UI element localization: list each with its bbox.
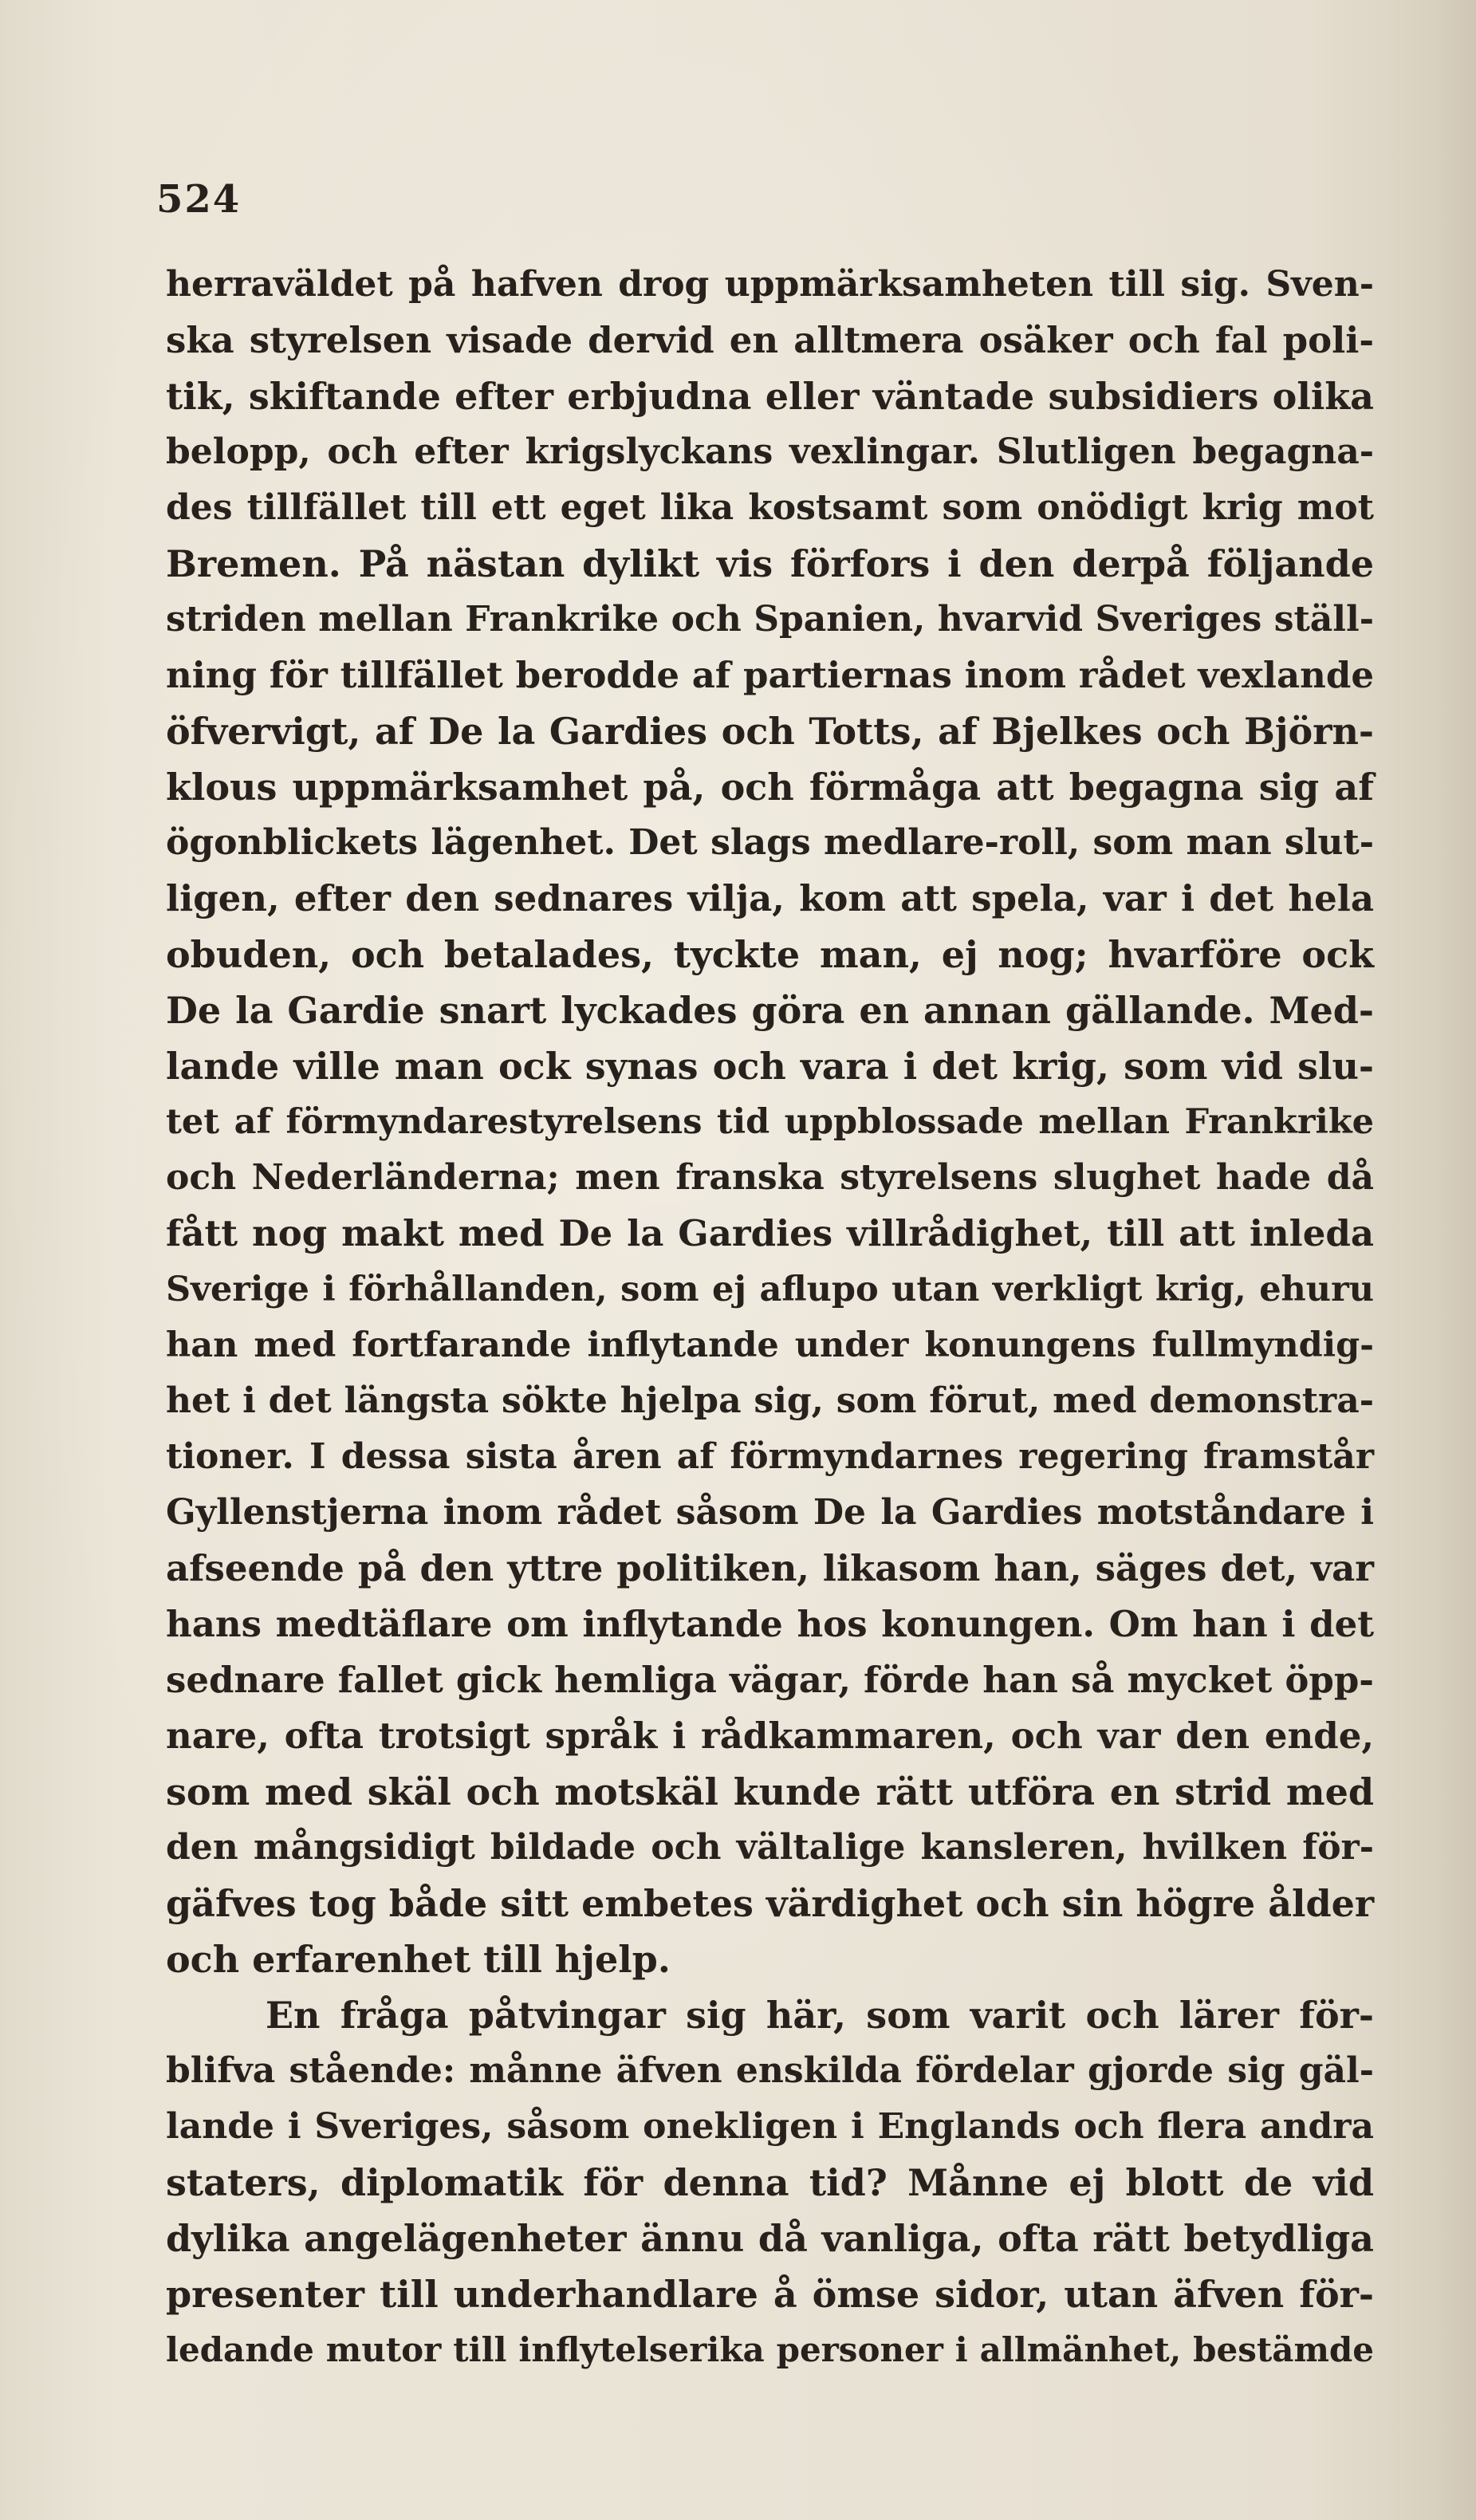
text-line: sednare fallet gick hemliga vägar, förde han så mycket öpp- (166, 1659, 1374, 1701)
text-line: ögonblickets lägenhet. Det slags medlare-roll, som man slut- (166, 822, 1374, 863)
text-line: presenter till underhandlare å ömse sidor, utan äfven för- (166, 2273, 1374, 2316)
text-line: nare, ofta trotsigt språk i rådkammaren, och var den ende, (166, 1715, 1374, 1757)
text-line: tioner. I dessa sista åren af förmyndarnes regering framstår (166, 1436, 1374, 1477)
text-line: herraväldet på hafven drog uppmärksamheten till sig. Sven- (166, 264, 1374, 305)
text-line: ledande mutor till inflytelserika personer i allmänhet, bestämde (166, 2330, 1374, 2369)
text-line: staters, diplomatik för denna tid? Månne ej blott de vid (166, 2161, 1374, 2204)
text-line: fått nog makt med De la Gardies villrådighet, till att inleda (166, 1212, 1374, 1254)
text-line: hans medtäflare om inflytande hos konungen. Om han i det (166, 1603, 1374, 1645)
text-line: striden mellan Frankrike och Spanien, hvarvid Sveriges ställ- (166, 599, 1374, 640)
text-line: lande ville man ock synas och vara i det krig, som vid slu- (166, 1045, 1374, 1088)
text-line: ning för tillfället berodde af partiernas inom rådet vexlande (166, 654, 1374, 696)
text-line: gäfves tog både sitt embetes värdighet och sin högre ålder (166, 1882, 1375, 1925)
text-line: som med skäl och motskäl kunde rätt utföra en strid med (166, 1770, 1374, 1813)
text-line: han med fortfarande inflytande under konungens fullmyndig- (166, 1325, 1374, 1365)
text-line: Sverige i förhållanden, som ej aflupo utan verkligt krig, ehuru (166, 1270, 1374, 1309)
text-line: De la Gardie snart lyckades göra en annan gällande. Med- (166, 989, 1374, 1032)
text-line: ska styrelsen visade dervid en alltmera osäker och fal poli- (166, 319, 1374, 361)
text-line: des tillfället till ett eget lika kostsamt som onödigt krig mot (166, 487, 1374, 528)
text-line: och Nederländerna; men franska styrelsens slughet hade då (166, 1157, 1374, 1198)
page-number: 524 (156, 177, 242, 222)
text-line: dylika angelägenheter ännu då vanliga, ofta rätt betydliga (166, 2217, 1374, 2260)
text-line: obuden, och betalades, tyckte man, ej nog; hvarföre ock (166, 933, 1374, 976)
paragraph-end-line: och erfarenhet till hjelp. (166, 1938, 671, 1981)
text-line: öfvervigt, af De la Gardies och Totts, af Bjelkes och Björn- (166, 710, 1374, 753)
text-line: belopp, och efter krigslyckans vexlingar. Slutligen begagna- (166, 431, 1374, 472)
text-line: ligen, efter den sednares vilja, kom att spela, var i det hela (166, 877, 1374, 919)
text-line: het i det längsta sökte hjelpa sig, som förut, med demonstra- (166, 1380, 1374, 1421)
text-line: afseende på den yttre politiken, likasom han, säges det, var (166, 1547, 1374, 1589)
text-line: klous uppmärksamhet på, och förmåga att begagna sig af (166, 766, 1374, 809)
text-line: tik, skiftande efter erbjudna eller väntade subsidiers olika (166, 375, 1374, 418)
text-line: den mångsidigt bildade och vältalige kansleren, hvilken för- (166, 1827, 1374, 1868)
paragraph-start-line: En fråga påtvingar sig här, som varit och lärer för- (266, 1994, 1374, 2037)
text-line: Gyllenstjerna inom rådet såsom De la Gardies motståndare i (166, 1492, 1374, 1533)
text-line: tet af förmyndarestyrelsens tid uppblossade mellan Frankrike (166, 1102, 1374, 1142)
text-line: blifva stående: månne äfven enskilda fördelar gjorde sig gäl- (166, 2050, 1374, 2091)
text-line: Bremen. På nästan dylikt vis förfors i den derpå följande (166, 542, 1374, 585)
body-text (166, 257, 1374, 2378)
text-line: lande i Sveriges, såsom onekligen i Englands och flera andra (166, 2106, 1374, 2147)
